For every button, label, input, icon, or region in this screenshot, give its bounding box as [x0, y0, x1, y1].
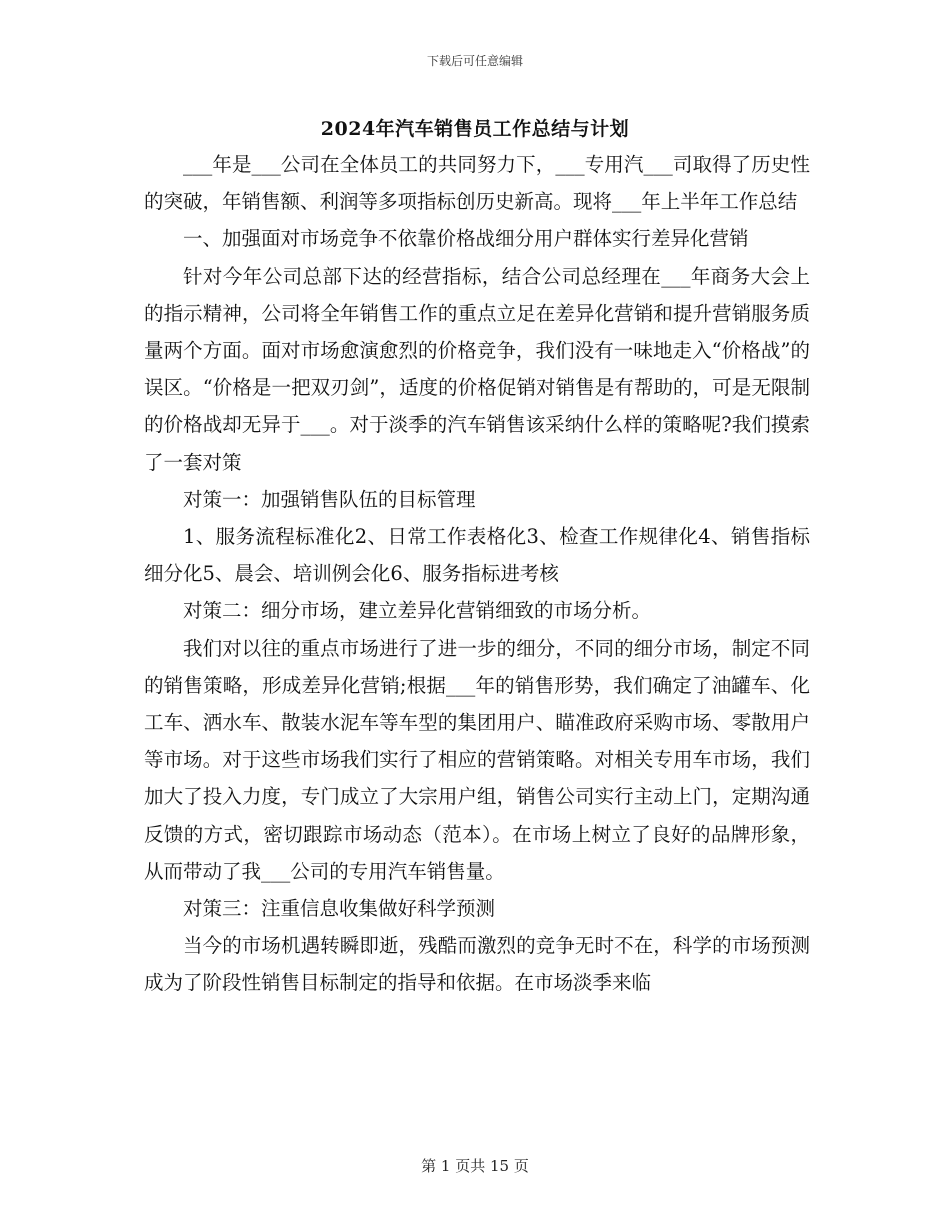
countermeasure-1-heading: 对策一：加强销售队伍的目标管理: [183, 487, 476, 511]
document-title: 2024年汽车销售员工作总结与计划: [320, 118, 630, 140]
page-footer: 第 1 页共 15 页: [421, 1157, 529, 1175]
paragraph-intro: ___年是___公司在全体员工的共同努力下，___专用汽___司取得了历史性的突破，年销售额、利润等多项指标创历史新高。现将___年上半年工作总结: [144, 153, 810, 214]
countermeasure-1-list: 1、服务流程标准化2、日常工作表格化3、检查工作规律化4、销售指标细分化5、晨会、培训例会化6、服务指标进考核: [144, 525, 810, 586]
countermeasure-3-heading: 对策三：注重信息收集做好科学预测: [183, 897, 496, 921]
document-body: [144, 146, 810, 1002]
paragraph-market-forecast: 当今的市场机遇转瞬即逝，残酷而激烈的竞争无时不在，科学的市场预测成为了阶段性销售目标制定的指导和依据。在市场淡季来临: [144, 934, 810, 995]
section-heading-1: 一、加强面对市场竞争不依靠价格战细分用户群体实行差异化营销: [183, 227, 749, 251]
paragraph-strategy-overview: 针对今年公司总部下达的经营指标，结合公司总经理在___年商务大会上的指示精神，公司将全年销售工作的重点立足在差异化营销和提升营销服务质量两个方面。面对市场愈演愈烈的价格竞争，我们没有一味地走入“价格战”的误区。“价格是一把双刃剑”，适度的价格促销对销售是有帮助的，可是无限制的价格战却无异于___。对于淡季的汽车销售该采纳什么样的策略呢?我们摸索了一套对策: [144, 264, 810, 474]
countermeasure-2-heading: 对策二：细分市场，建立差异化营销细致的市场分析。: [183, 599, 652, 623]
paragraph-market-segmentation: 我们对以往的重点市场进行了进一步的细分，不同的细分市场，制定不同的销售策略，形成差异化营销;根据___年的销售形势，我们确定了油罐车、化工车、洒水车、散装水泥车等车型的集团用户、瞄准政府采购市场、零散用户等市场。对于这些市场我们实行了相应的营销策略。对相关专用车市场，我们加大了投入力度，专门成立了大宗用户组，销售公司实行主动上门，定期沟通反馈的方式，密切跟踪市场动态（范本）。在市场上树立了良好的品牌形象，从而带动了我___公司的专用汽车销售量。: [144, 636, 810, 883]
page-header: 下载后可任意编辑: [426, 54, 523, 68]
